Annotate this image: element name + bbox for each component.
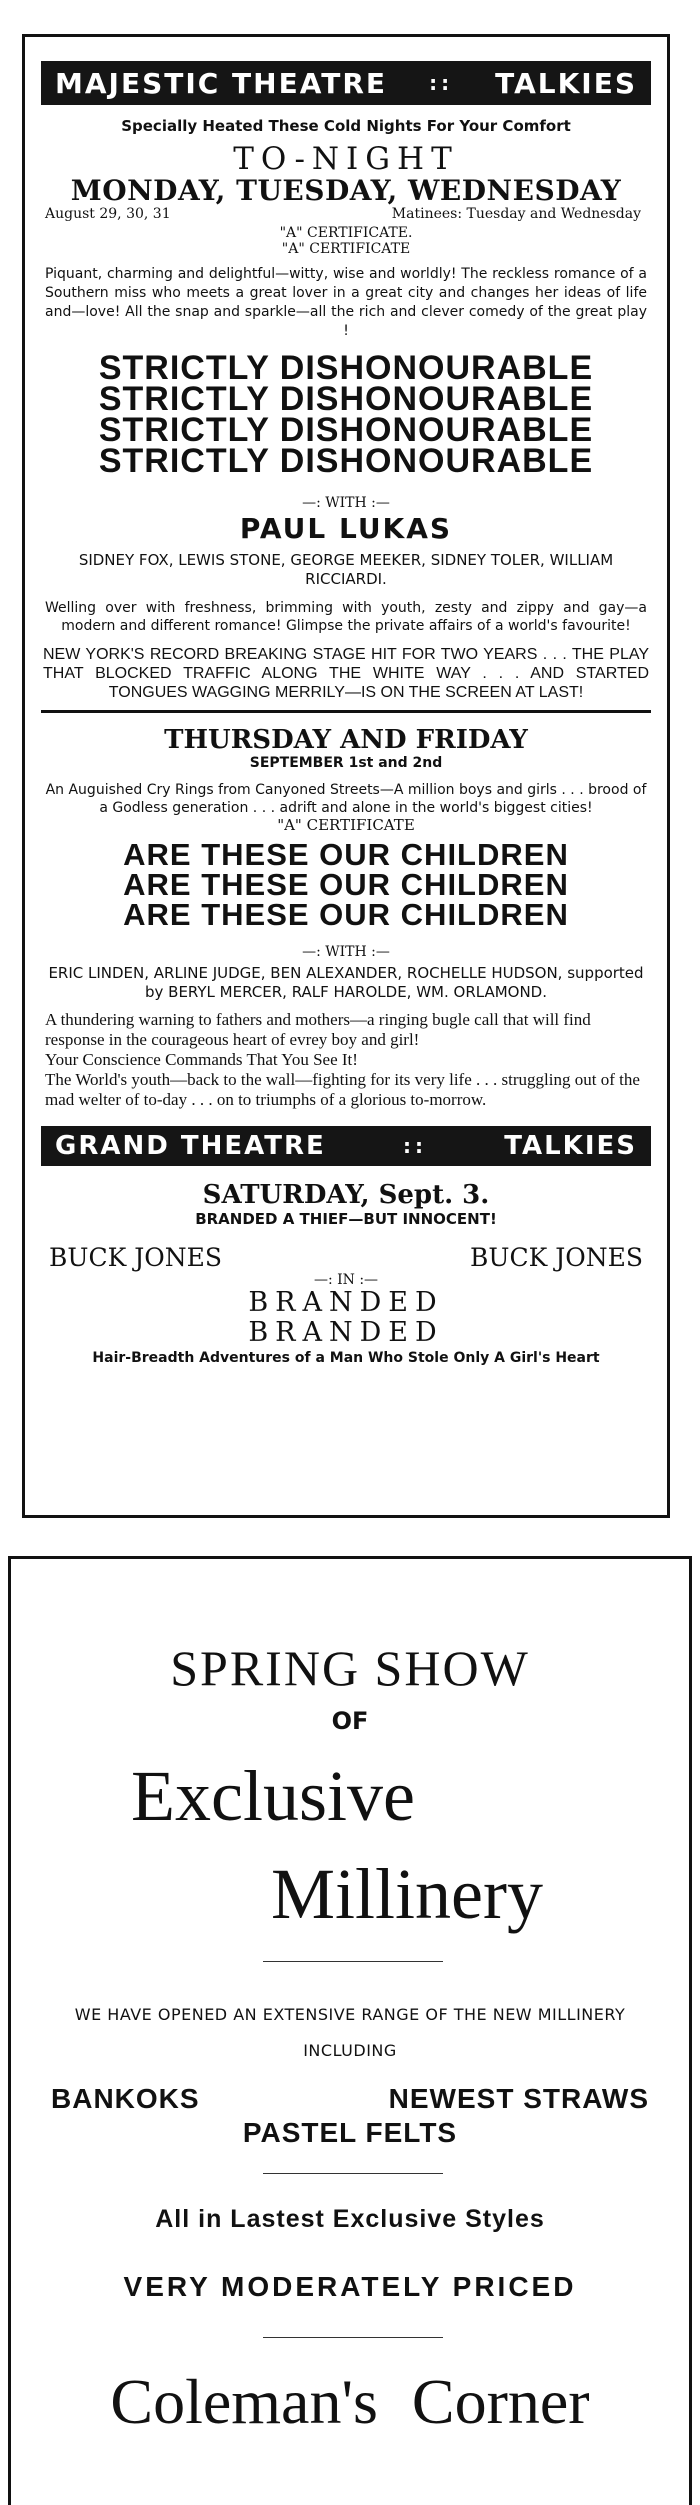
majestic-theatre-ad: [22, 34, 670, 1518]
film-blurb: Piquant, charming and delightful—witty, wise and worldly! The reckless romance of a Southern miss who meets a great lover in a great city and changes her ideas of life and—love! All the snap and sparkle—all the rich and clever comedy of the great play !: [45, 266, 647, 339]
divider-line: [263, 2337, 443, 2338]
majestic-banner-talkies: TALKIES: [495, 66, 637, 100]
exclusive-heading: Exclusive: [131, 1756, 415, 1836]
tonight-heading: TO-NIGHT: [233, 141, 459, 177]
welling-blurb: Welling over with freshness, brimming with youth, zesty and zippy and gay—a modern and different romance! Glimpse the private affairs of a world's favourite!: [45, 600, 647, 634]
price-line: VERY MODERATELY PRICED: [123, 2271, 577, 2302]
run-days: MONDAY, TUESDAY, WEDNESDAY: [70, 174, 622, 207]
film-title-block: [41, 349, 651, 480]
film-title: STRICTLY DISHONOURABLE: [98, 411, 594, 449]
grand-banner-talkies: TALKIES: [504, 1131, 637, 1161]
film-title: STRICTLY DISHONOURABLE: [98, 442, 594, 480]
with-divider: —: WITH :—: [302, 495, 390, 511]
grand-banner: [41, 1126, 651, 1166]
product-felts: PASTEL FELTS: [242, 2117, 458, 2148]
film-title-block: [41, 837, 651, 932]
film-title: BRANDED: [248, 1287, 444, 1318]
matinee-times: Matinees: Tuesday and Wednesday: [391, 206, 641, 222]
banner-separator: ::: [403, 1134, 428, 1158]
film-title: ARE THESE OUR CHILDREN: [123, 867, 569, 902]
conscience-line: Your Conscience Commands That You See It!: [45, 1050, 358, 1069]
film-title: ARE THESE OUR CHILDREN: [123, 897, 569, 932]
range-notice: WE HAVE OPENED AN EXTENSIVE RANGE OF THE NEW MILLINERY INCLUDING: [74, 2005, 626, 2060]
in-divider: —: IN :—: [313, 1272, 379, 1288]
products-row: [51, 2083, 649, 2115]
grand-banner-title: GRAND THEATRE: [55, 1131, 326, 1161]
star-name: BUCK JONES: [49, 1243, 222, 1272]
of-label: OF: [331, 1707, 369, 1735]
store-name: Coleman's Corner: [110, 2366, 590, 2437]
banner-separator: ::: [429, 71, 454, 95]
spring-show-heading: SPRING SHOW: [170, 1640, 530, 1696]
product-straws: NEWEST STRAWS: [388, 2083, 649, 2114]
thursday-dates: SEPTEMBER 1st and 2nd: [249, 755, 443, 771]
section-divider: [41, 710, 651, 713]
youth-line: The World's youth—back to the wall—fighting for its very life . . . struggling out of the mad welter of to-day . . . on to triumphs of a glorious to-morrow.: [45, 1070, 640, 1109]
branded-thief: BRANDED A THIEF—BUT INNOCENT!: [195, 1210, 497, 1228]
cast-list: ERIC LINDEN, ARLINE JUDGE, BEN ALEXANDER, ROCHELLE HUDSON, supported by BERYL MERCER, RALF HAROLDE, WM. ORLAMOND.: [48, 964, 644, 1001]
millinery-ad: [8, 1556, 692, 2505]
divider-line: [263, 2173, 443, 2174]
product-bankoks: BANKOKS: [51, 2083, 200, 2114]
certificate-label: "A" CERTIFICATE.: [279, 225, 413, 241]
divider-line: [263, 1961, 443, 1962]
thursday-heading: THURSDAY AND FRIDAY: [164, 725, 528, 755]
certificate-label: "A" CERTIFICATE: [281, 241, 411, 257]
film-title: STRICTLY DISHONOURABLE: [98, 380, 594, 418]
saturday-heading: SATURDAY, Sept. 3.: [202, 1180, 490, 1210]
heated-notice: Specially Heated These Cold Nights For Your Comfort: [121, 117, 571, 135]
styles-line: All in Lastest Exclusive Styles: [155, 2205, 545, 2233]
film-title: BRANDED: [248, 1317, 444, 1348]
with-divider: —: WITH :—: [302, 944, 390, 960]
majestic-banner-title: MAJESTIC THEATRE: [55, 66, 388, 100]
stars-row: [41, 1244, 651, 1272]
warning-line: A thundering warning to fathers and mothers—a ringing bugle call that will find response in the courageous heart of evrey boy and girl!: [45, 1010, 591, 1049]
millinery-heading: Millinery: [271, 1854, 543, 1934]
cast-list: SIDNEY FOX, LEWIS STONE, GEORGE MEEKER, SIDNEY TOLER, WILLIAM RICCIARDI.: [78, 551, 614, 588]
film-title: ARE THESE OUR CHILDREN: [123, 837, 569, 872]
run-dates: August 29, 30, 31: [45, 206, 171, 222]
warning-text: [41, 1010, 651, 1110]
star-name: PAUL LUKAS: [239, 512, 453, 545]
film-title: STRICTLY DISHONOURABLE: [98, 349, 594, 387]
star-name: BUCK JONES: [470, 1243, 643, 1272]
majestic-banner: [41, 61, 651, 105]
dates-row: [41, 206, 651, 223]
tagline: Hair-Breadth Adventures of a Man Who Stole Only A Girl's Heart: [92, 1350, 600, 1366]
thursday-blurb: An Auguished Cry Rings from Canyoned Streets—A million boys and girls . . . brood of a Godless generation . . . adrift and alone in the world's biggest cities!: [45, 782, 647, 816]
certificate-label: "A" CERTIFICATE: [277, 816, 415, 834]
newyork-blurb: NEW YORK'S RECORD BREAKING STAGE HIT FOR TWO YEARS . . . THE PLAY THAT BLOCKED TRAFFIC ALONG THE WHITE WAY . . . AND STARTED TONGUES WAGGING MERRILY—IS ON THE SCREEN AT LAST!: [43, 646, 649, 701]
